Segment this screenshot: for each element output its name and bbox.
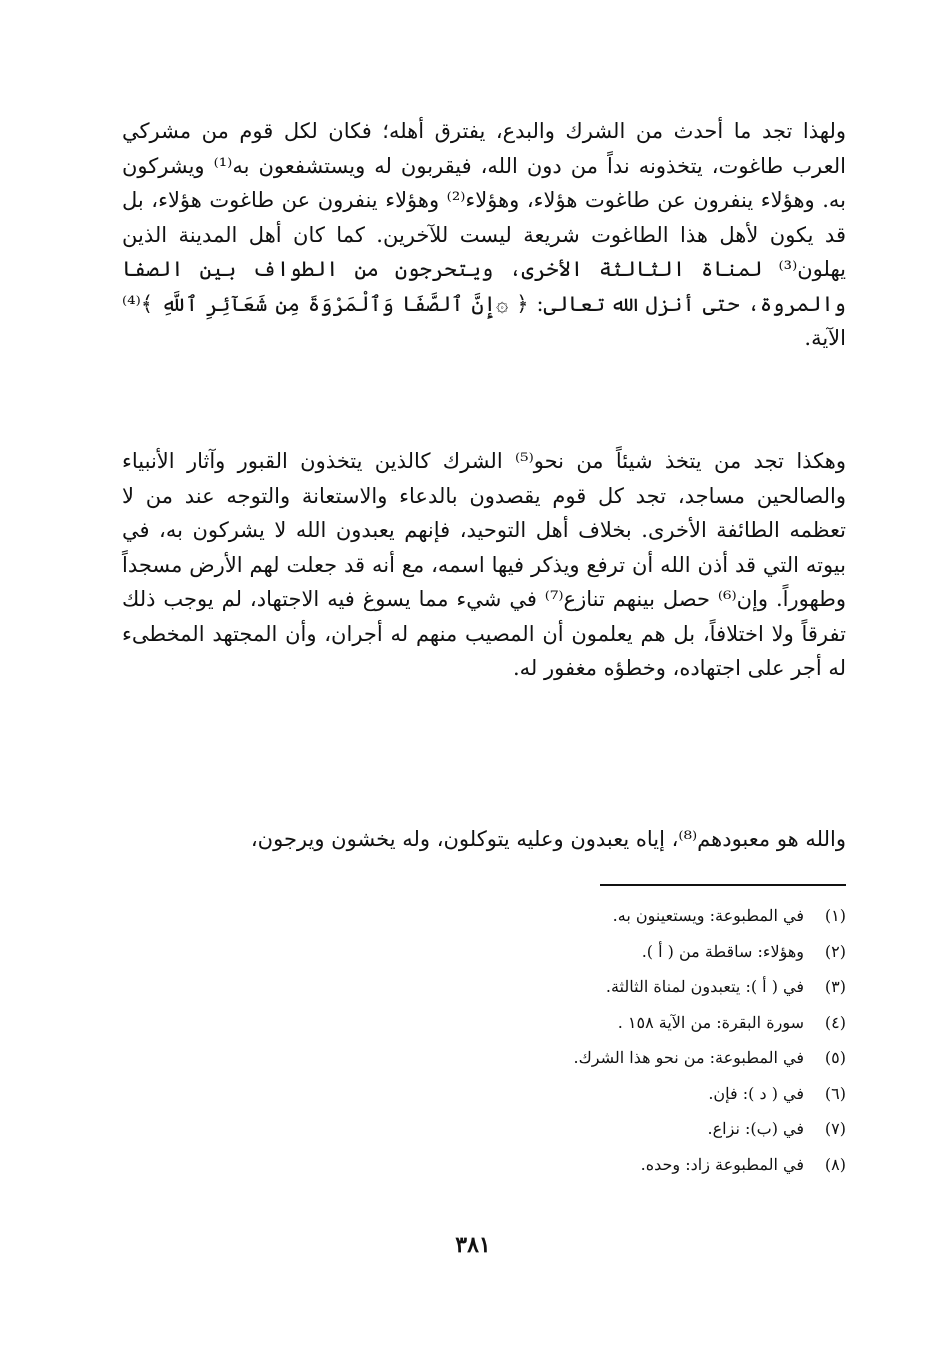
footnote-number: (٧) <box>824 1119 846 1138</box>
footnote-text: في ( أ ): يتعبدون لمناة الثالثة. <box>605 977 804 996</box>
footnote-text: في المطبوعة زاد: وحده. <box>640 1154 804 1174</box>
footnotes-list <box>326 898 846 1182</box>
footnote-text: في ( د ): فإن. <box>708 1083 804 1103</box>
body-paragraph-1: ولهذا تجد ما أحدث من الشرك والبدع، يفترق أهله؛ فكان لكل قوم من مشركي العرب طاغوت، يتخذونه نداً من دون الله، فيقربون له ويستشفعون به⁽¹⁾ ويشركون به. وهؤلاء ينفرون عن طاغوت هؤلاء، وهؤلاء⁽²⁾ وهؤلاء ينفرون عن طاغوت هؤلاء، بل قد يكون لأهل هذا الطاغوت شريعة ليست للآخرين. كما كان أهل المدينة الذين يهلون⁽³⁾ لمناة الثالثة الأخرى، ويتحرجون من الطواف بين الصفا والمروة، حتى أنزل الله تعالى: ﴿ ۞إِنَّ ٱلصَّفَا وَٱلْمَرْوَةَ مِن شَعَآئِرِ ٱللَّهِ ﴾⁽⁴⁾ الآية. <box>122 119 846 350</box>
body-paragraph-3: والله هو معبودهم⁽⁸⁾، إياه يعبدون وعليه يتوكلون، وله يخشون ويرجون، <box>250 827 846 851</box>
footnote-item <box>326 934 846 970</box>
footnote-text: سورة البقرة: من الآية ١٥٨ . <box>617 1012 804 1032</box>
footnote-number: (٥) <box>824 1048 846 1067</box>
footnote-item <box>326 1040 846 1076</box>
footnote-number: (٤) <box>824 1012 846 1032</box>
page-number: ٣٨١ <box>455 1232 491 1258</box>
footnote-number: (٨) <box>824 1154 846 1174</box>
body-paragraph-2: وهكذا تجد من يتخذ شيئاً من نحو⁽⁵⁾ الشرك كالذين يتخذون القبور وآثار الأنبياء والصالحين مساجد، تجد كل قوم يقصدون بالدعاء والاستعانة والتوجه عند من لا تعظمه الطائفة الأخرى. بخلاف أهل التوحيد، فإنهم يعبدون الله لا يشركون به، في بيوته التي قد أذن الله أن ترفع ويذكر فيها اسمه، مع أنه قد جعلت لهم الأرض مسجداً وطهوراً. وإن⁽⁶⁾ حصل بينهم تنازع⁽⁷⁾ في شيء مما يسوغ فيه الاجتهاد، لم يوجب ذلك تفرقاً ولا اختلافاً، بل هم يعلمون أن المصيب منهم له أجران، وأن المجتهد المخطىء له أجر على اجتهاده، وخطؤه مغفور له. <box>122 449 846 680</box>
footnote-item <box>326 1111 846 1147</box>
footnote-text: وهؤلاء: ساقطة من ( أ ). <box>641 941 804 961</box>
footnote-text: في المطبوعة: ويستعينون به. <box>612 906 804 925</box>
footnote-text: في المطبوعة: من نحو هذا الشرك. <box>573 1048 804 1067</box>
footnote-number: (٦) <box>824 1083 846 1103</box>
footnote-text: في (ب): نزاع. <box>707 1119 804 1138</box>
footnote-number: (٢) <box>824 941 846 961</box>
footnote-number: (٣) <box>824 977 846 996</box>
footnote-number: (١) <box>824 906 846 925</box>
footnote-item <box>326 969 846 1005</box>
footnote-item <box>326 898 846 934</box>
footnote-item <box>326 1147 846 1183</box>
footnote-separator <box>600 884 846 886</box>
footnote-item <box>326 1005 846 1041</box>
footnote-item <box>326 1076 846 1112</box>
